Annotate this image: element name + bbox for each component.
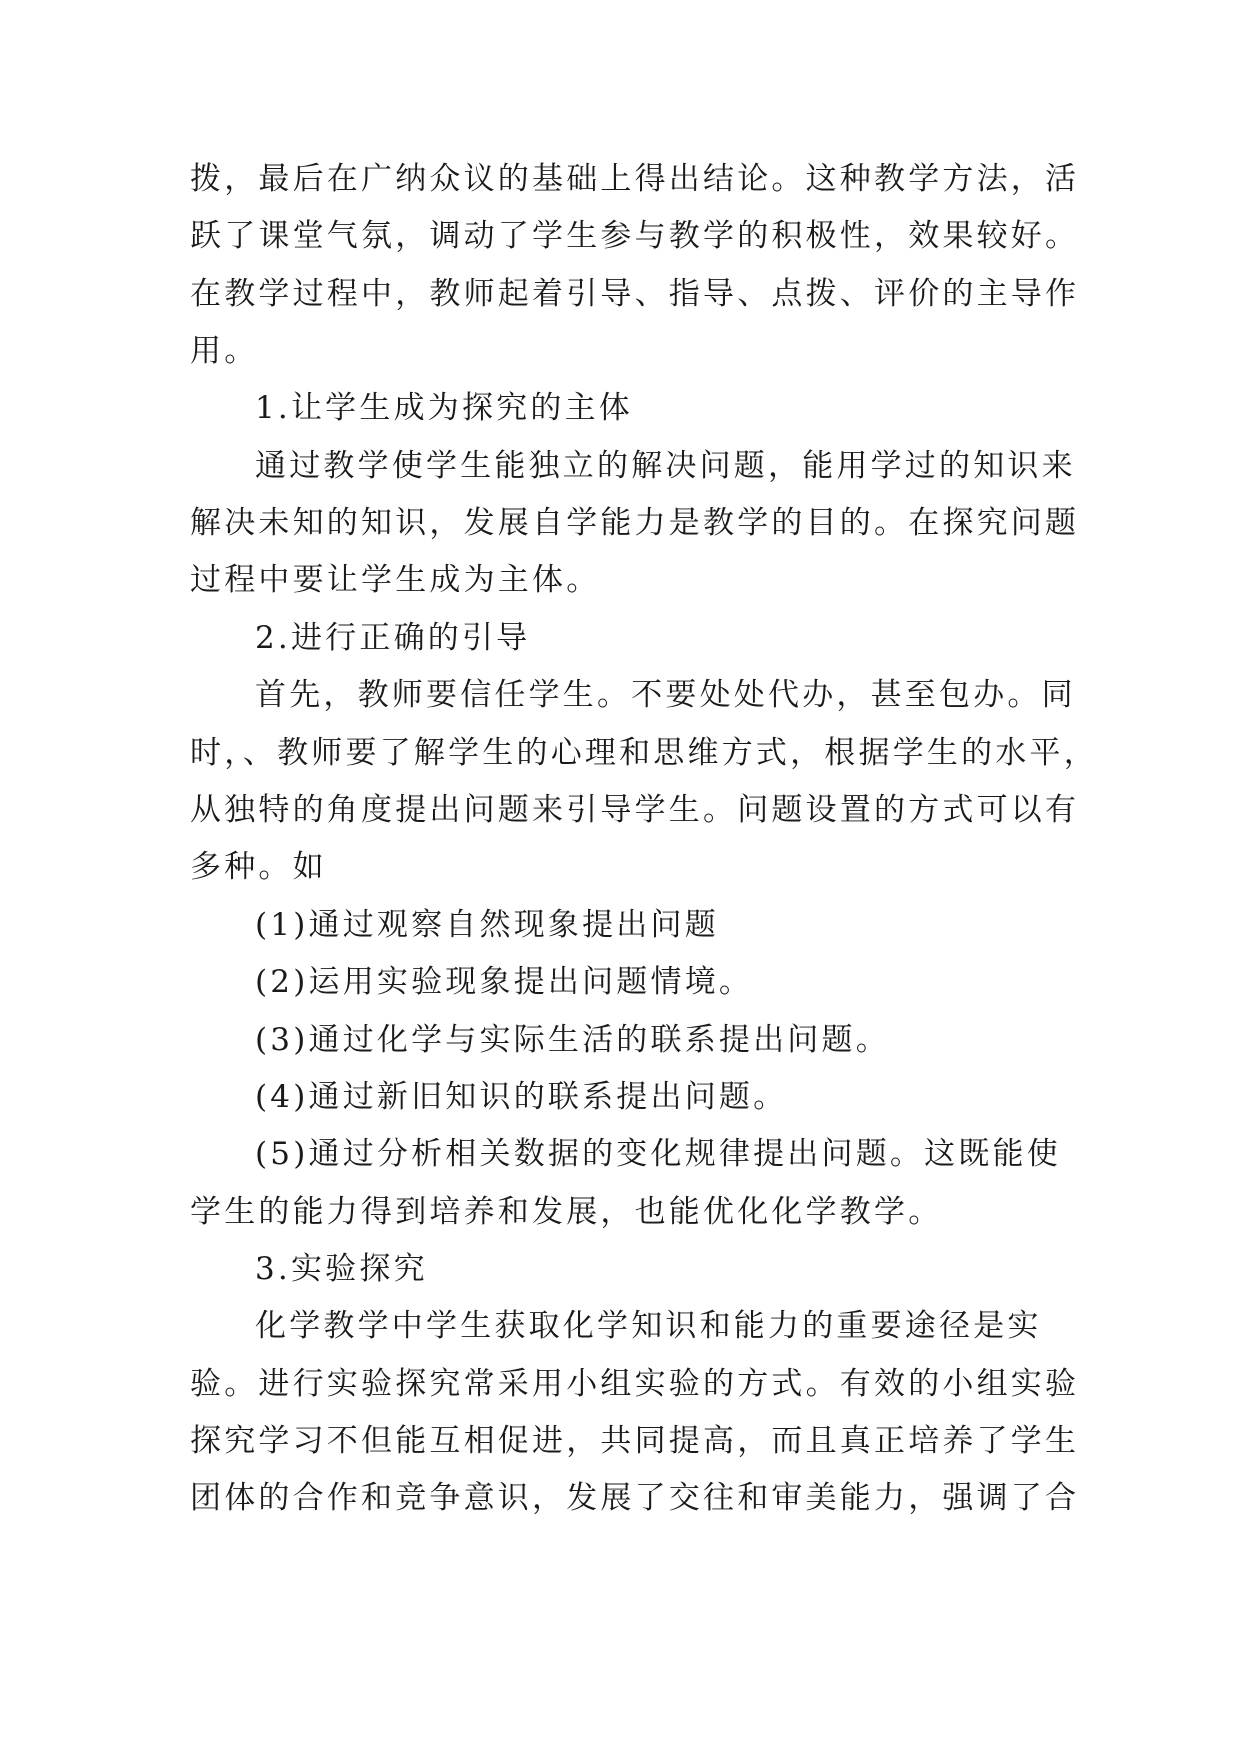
section-heading-1: 1.让学生成为探究的主体 xyxy=(255,390,633,426)
paragraph-line: 跃了课堂气氛，调动了学生参与教学的积极性，效果较好。 xyxy=(190,218,1080,254)
paragraph-line: 团体的合作和竞争意识，发展了交往和审美能力，强调了合 xyxy=(190,1480,1080,1516)
paragraph-line: 化学教学中学生获取化学知识和能力的重要途径是实 xyxy=(255,1308,1042,1344)
section-heading-2: 2.进行正确的引导 xyxy=(255,620,531,656)
paragraph-line: 拨，最后在广纳众议的基础上得出结论。这种教学方法，活 xyxy=(190,161,1080,197)
paragraph-line: 验。进行实验探究常采用小组实验的方式。有效的小组实验 xyxy=(190,1366,1080,1402)
paragraph-line: 从独特的角度提出问题来引导学生。问题设置的方式可以有 xyxy=(190,792,1080,828)
section-heading-3: 3.实验探究 xyxy=(255,1251,428,1287)
paragraph-line: 探究学习不但能互相促进，共同提高，而且真正培养了学生 xyxy=(190,1423,1080,1459)
paragraph-line: 学生的能力得到培养和发展，也能优化化学教学。 xyxy=(190,1194,943,1230)
paragraph-line: 过程中要让学生成为主体。 xyxy=(190,562,601,598)
list-item-2: (2)运用实验现象提出问题情境。 xyxy=(255,964,754,1000)
list-item-4: (4)通过新旧知识的联系提出问题。 xyxy=(255,1079,788,1115)
list-item-3: (3)通过化学与实际生活的联系提出问题。 xyxy=(255,1022,890,1058)
list-item-1: (1)通过观察自然现象提出问题 xyxy=(255,907,719,943)
paragraph-line: 解决未知的知识，发展自学能力是教学的目的。在探究问题 xyxy=(190,505,1080,541)
list-item-5: (5)通过分析相关数据的变化规律提出问题。这既能使 xyxy=(255,1136,1061,1172)
paragraph-line: 首先，教师要信任学生。不要处处代办，甚至包办。同 xyxy=(255,677,1076,713)
paragraph-line: 时，、教师要了解学生的心理和思维方式，根据学生的水平， xyxy=(190,735,1098,771)
paragraph-line: 用。 xyxy=(190,333,259,369)
paragraph-line: 通过教学使学生能独立的解决问题，能用学过的知识来 xyxy=(255,448,1076,484)
paragraph-line: 多种。如 xyxy=(190,849,327,885)
paragraph-line: 在教学过程中，教师起着引导、指导、点拨、评价的主导作 xyxy=(190,276,1080,312)
